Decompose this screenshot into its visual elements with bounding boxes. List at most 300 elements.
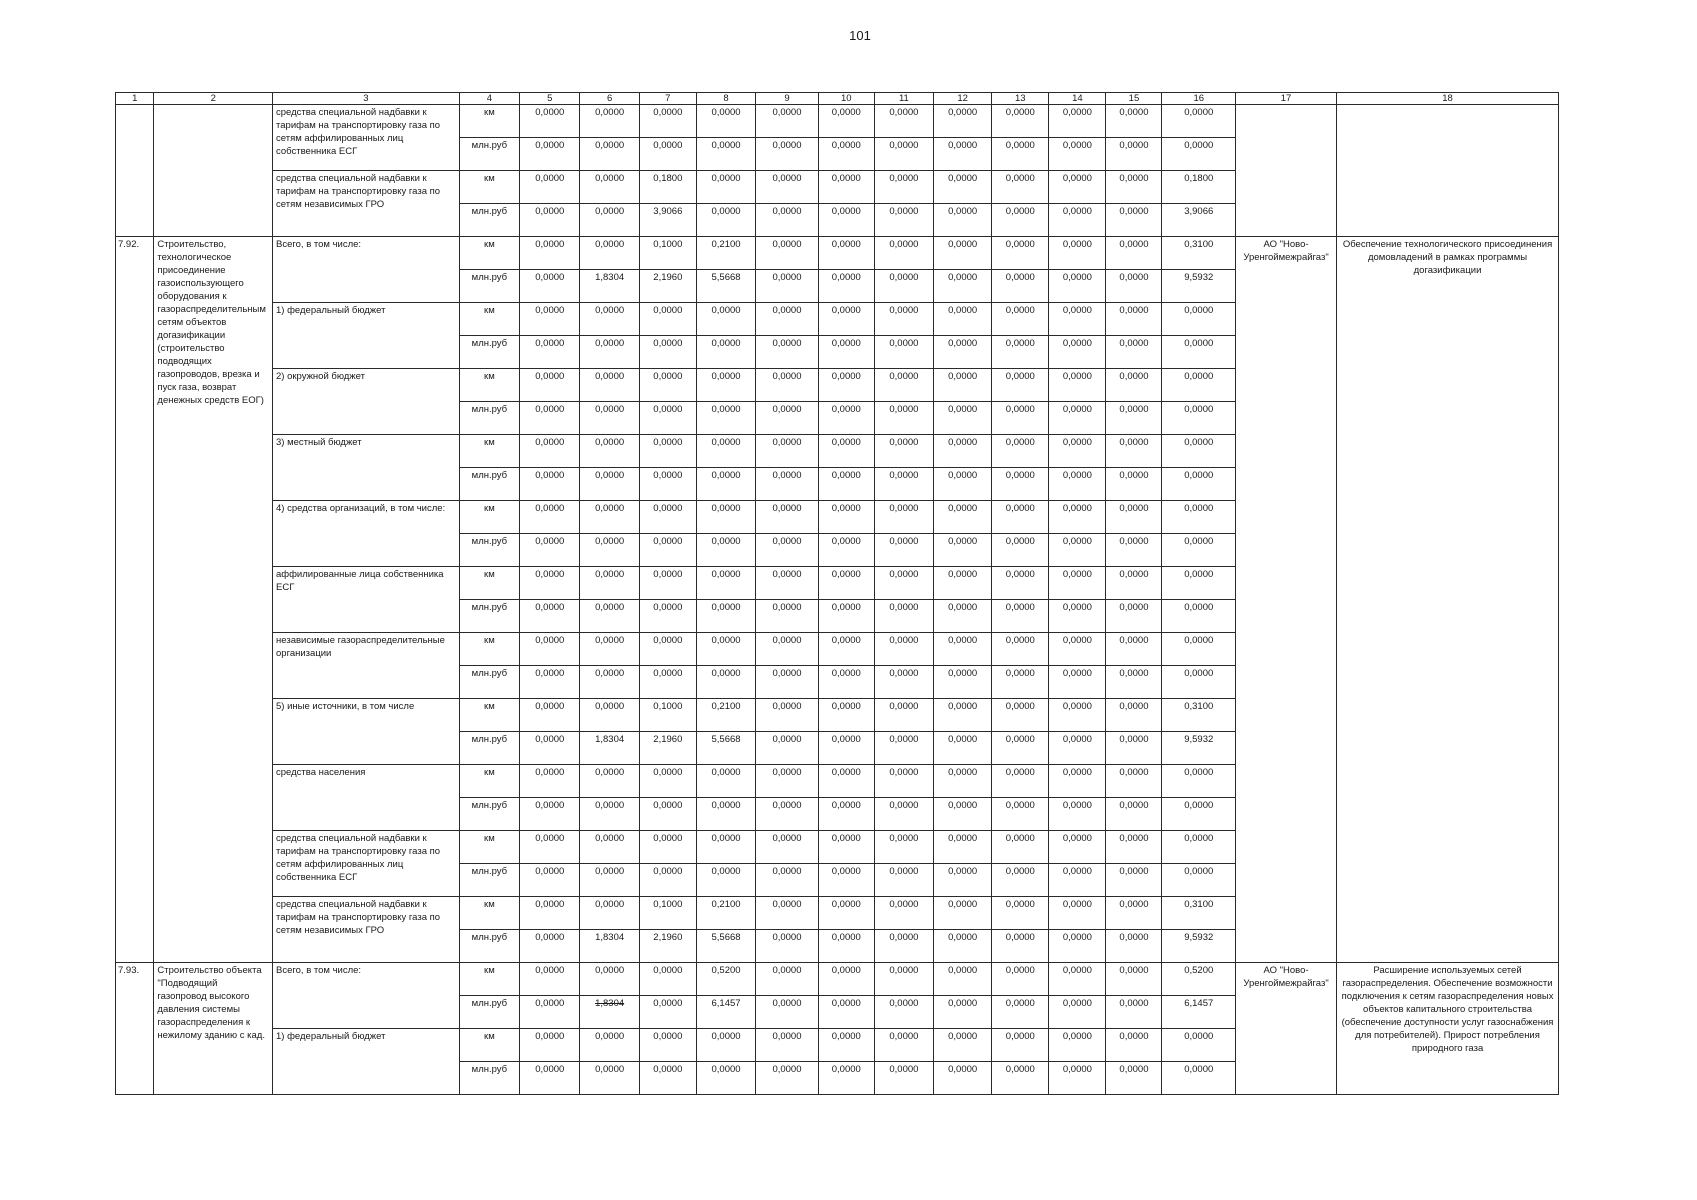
value-cell: 0,0000 — [992, 963, 1049, 996]
value-cell: 0,0000 — [1049, 666, 1106, 699]
value-cell: 0,0000 — [1049, 402, 1106, 435]
value-cell: 0,0000 — [1106, 633, 1162, 666]
value-cell: 0,0000 — [818, 204, 874, 237]
value-cell: 0,0000 — [756, 204, 819, 237]
value-cell: 0,0000 — [874, 600, 933, 633]
value-cell: 0,1000 — [639, 699, 696, 732]
value-cell: 0,0000 — [756, 831, 819, 864]
value-cell: 0,0000 — [1106, 303, 1162, 336]
item-index: 7.93. — [116, 963, 154, 1095]
value-cell: 0,0000 — [1162, 303, 1236, 336]
value-cell: 0,0000 — [639, 765, 696, 798]
value-cell: 0,0000 — [818, 765, 874, 798]
value-cell: 0,0000 — [992, 303, 1049, 336]
value-cell: 0,0000 — [580, 534, 639, 567]
value-cell: 0,0000 — [934, 765, 992, 798]
value-cell: 0,0000 — [580, 831, 639, 864]
value-cell: 0,0000 — [756, 1062, 819, 1095]
value-cell: 0,0000 — [756, 600, 819, 633]
value-cell: 0,0000 — [818, 270, 874, 303]
value-cell: 0,0000 — [520, 501, 580, 534]
funding-source: независимые газораспределительные организации — [273, 633, 460, 699]
value-cell: 0,0000 — [874, 501, 933, 534]
value-cell: 3,9066 — [639, 204, 696, 237]
value-cell: 0,0000 — [1106, 699, 1162, 732]
value-cell: 0,0000 — [696, 765, 755, 798]
funding-source: 3) местный бюджет — [273, 435, 460, 501]
value-cell: 0,0000 — [992, 798, 1049, 831]
value-cell: 0,0000 — [992, 633, 1049, 666]
value-cell: 0,0000 — [696, 831, 755, 864]
value-cell: 0,0000 — [580, 336, 639, 369]
value-cell: 1,8304 — [580, 996, 639, 1029]
value-cell: 0,1800 — [639, 171, 696, 204]
value-cell: 0,0000 — [696, 600, 755, 633]
value-cell: 0,0000 — [818, 402, 874, 435]
value-cell: 0,0000 — [1106, 1062, 1162, 1095]
value-cell: 0,0000 — [1049, 270, 1106, 303]
value-cell: 0,0000 — [520, 369, 580, 402]
value-cell: 0,0000 — [639, 402, 696, 435]
value-cell: 0,0000 — [934, 699, 992, 732]
unit-cell: км — [459, 633, 519, 666]
funding-source: средства специальной надбавки к тарифам на транспортировку газа по сетям независимых ГРО — [273, 897, 460, 963]
value-cell: 0,0000 — [874, 567, 933, 600]
value-cell: 0,0000 — [520, 402, 580, 435]
value-cell: 0,0000 — [639, 633, 696, 666]
value-cell: 0,0000 — [1049, 930, 1106, 963]
value-cell: 0,0000 — [818, 798, 874, 831]
value-cell: 0,3100 — [1162, 237, 1236, 270]
value-cell: 0,0000 — [1049, 600, 1106, 633]
value-cell: 0,0000 — [992, 699, 1049, 732]
value-cell: 0,0000 — [756, 336, 819, 369]
value-cell: 0,0000 — [874, 633, 933, 666]
value-cell: 0,0000 — [1106, 963, 1162, 996]
value-cell: 0,0000 — [992, 600, 1049, 633]
value-cell: 0,0000 — [818, 105, 874, 138]
column-header: 13 — [992, 93, 1049, 105]
value-cell: 0,0000 — [1106, 1029, 1162, 1062]
value-cell: 0,0000 — [520, 204, 580, 237]
unit-cell: млн.руб — [459, 336, 519, 369]
value-cell: 0,0000 — [520, 270, 580, 303]
value-cell: 0,0000 — [1106, 336, 1162, 369]
value-cell: 0,0000 — [1049, 501, 1106, 534]
value-cell: 0,0000 — [874, 402, 933, 435]
value-cell: 0,0000 — [992, 501, 1049, 534]
value-cell: 0,0000 — [874, 765, 933, 798]
value-cell: 0,0000 — [1049, 171, 1106, 204]
value-cell: 0,0000 — [520, 303, 580, 336]
value-cell: 9,5932 — [1162, 732, 1236, 765]
value-cell: 0,0000 — [992, 864, 1049, 897]
value-cell: 0,0000 — [874, 1062, 933, 1095]
value-cell: 0,0000 — [818, 963, 874, 996]
value-cell: 0,0000 — [639, 468, 696, 501]
value-cell: 0,0000 — [874, 666, 933, 699]
unit-cell: млн.руб — [459, 600, 519, 633]
value-cell: 0,0000 — [1049, 633, 1106, 666]
value-cell: 6,1457 — [1162, 996, 1236, 1029]
value-cell: 0,0000 — [696, 534, 755, 567]
value-cell: 0,0000 — [1049, 996, 1106, 1029]
value-cell: 0,0000 — [756, 567, 819, 600]
value-cell: 0,0000 — [1049, 864, 1106, 897]
value-cell: 0,0000 — [934, 996, 992, 1029]
value-cell: 0,0000 — [874, 138, 933, 171]
value-cell: 0,0000 — [580, 237, 639, 270]
column-header: 10 — [818, 93, 874, 105]
column-header: 3 — [273, 93, 460, 105]
value-cell: 0,0000 — [520, 765, 580, 798]
value-cell: 0,0000 — [1106, 501, 1162, 534]
value-cell: 0,0000 — [818, 1062, 874, 1095]
value-cell: 0,0000 — [520, 963, 580, 996]
value-cell: 0,0000 — [1106, 270, 1162, 303]
empty-cell — [154, 105, 273, 237]
value-cell: 0,0000 — [818, 138, 874, 171]
value-cell: 0,0000 — [1106, 996, 1162, 1029]
value-cell: 0,1000 — [639, 237, 696, 270]
value-cell: 0,0000 — [580, 402, 639, 435]
column-header: 6 — [580, 93, 639, 105]
unit-cell: млн.руб — [459, 732, 519, 765]
value-cell: 0,0000 — [992, 1029, 1049, 1062]
value-cell: 0,0000 — [992, 996, 1049, 1029]
value-cell: 0,0000 — [696, 864, 755, 897]
value-cell: 0,0000 — [934, 237, 992, 270]
value-cell: 0,0000 — [756, 138, 819, 171]
value-cell: 0,0000 — [818, 435, 874, 468]
value-cell: 0,0000 — [696, 171, 755, 204]
value-cell: 0,0000 — [992, 732, 1049, 765]
value-cell: 0,0000 — [818, 303, 874, 336]
value-cell: 0,0000 — [520, 1029, 580, 1062]
value-cell: 0,0000 — [874, 534, 933, 567]
value-cell: 0,0000 — [639, 567, 696, 600]
value-cell: 0,0000 — [818, 864, 874, 897]
value-cell: 0,0000 — [520, 600, 580, 633]
value-cell: 0,0000 — [992, 105, 1049, 138]
value-cell: 0,0000 — [696, 666, 755, 699]
unit-cell: млн.руб — [459, 930, 519, 963]
value-cell: 0,0000 — [818, 534, 874, 567]
column-header: 7 — [639, 93, 696, 105]
table-row — [116, 237, 1559, 270]
value-cell: 0,0000 — [1162, 666, 1236, 699]
value-cell: 0,0000 — [1106, 897, 1162, 930]
value-cell: 0,0000 — [580, 303, 639, 336]
value-cell: 0,0000 — [992, 534, 1049, 567]
value-cell: 0,0000 — [1162, 468, 1236, 501]
column-header: 14 — [1049, 93, 1106, 105]
value-cell: 0,0000 — [874, 204, 933, 237]
value-cell: 0,0000 — [934, 501, 992, 534]
value-cell: 0,0000 — [696, 303, 755, 336]
value-cell: 0,0000 — [520, 930, 580, 963]
value-cell: 0,0000 — [639, 1029, 696, 1062]
value-cell: 0,0000 — [639, 666, 696, 699]
value-cell: 0,0000 — [934, 930, 992, 963]
value-cell: 0,0000 — [874, 699, 933, 732]
value-cell: 0,0000 — [992, 468, 1049, 501]
value-cell: 0,0000 — [639, 336, 696, 369]
value-cell: 2,1960 — [639, 732, 696, 765]
value-cell: 0,0000 — [874, 237, 933, 270]
value-cell: 0,0000 — [1049, 897, 1106, 930]
value-cell: 0,0000 — [580, 204, 639, 237]
value-cell: 0,0000 — [580, 105, 639, 138]
value-cell: 0,0000 — [1049, 105, 1106, 138]
value-cell: 0,0000 — [874, 468, 933, 501]
value-cell: 0,0000 — [874, 435, 933, 468]
value-cell: 0,0000 — [756, 798, 819, 831]
empty-cell — [1337, 105, 1559, 237]
value-cell: 0,0000 — [818, 996, 874, 1029]
value-cell: 0,0000 — [934, 864, 992, 897]
value-cell: 0,0000 — [1162, 1029, 1236, 1062]
value-cell: 0,0000 — [1162, 435, 1236, 468]
column-header: 4 — [459, 93, 519, 105]
item-name: Строительство объекта "Подводящий газопровод высокого давления системы газораспределения к нежилому зданию с кад. — [154, 963, 273, 1095]
value-cell: 0,0000 — [934, 138, 992, 171]
value-cell: 0,0000 — [580, 567, 639, 600]
value-cell: 0,0000 — [818, 666, 874, 699]
unit-cell: км — [459, 105, 519, 138]
column-header: 5 — [520, 93, 580, 105]
value-cell: 0,0000 — [934, 831, 992, 864]
value-cell: 0,0000 — [696, 633, 755, 666]
column-header: 8 — [696, 93, 755, 105]
value-cell: 0,0000 — [580, 171, 639, 204]
value-cell: 0,0000 — [1162, 534, 1236, 567]
value-cell: 0,0000 — [934, 468, 992, 501]
value-cell: 0,0000 — [992, 138, 1049, 171]
value-cell: 0,0000 — [992, 270, 1049, 303]
value-cell: 0,0000 — [934, 666, 992, 699]
value-cell: 0,2100 — [696, 897, 755, 930]
value-cell: 0,0000 — [934, 1029, 992, 1062]
item-name: Строительство, технологическое присоединение газоиспользующего оборудования к газораспределительным сетям объектов догазификации (строительство подводящих газопроводов, врезка и пуск газа, возврат денежных средств ЕОГ) — [154, 237, 273, 963]
value-cell: 0,0000 — [639, 963, 696, 996]
value-cell: 0,1000 — [639, 897, 696, 930]
funding-source: Всего, в том числе: — [273, 237, 460, 303]
value-cell: 0,0000 — [696, 105, 755, 138]
empty-cell — [116, 105, 154, 237]
value-cell: 0,0000 — [1162, 1062, 1236, 1095]
value-cell: 5,5668 — [696, 732, 755, 765]
value-cell: 0,0000 — [580, 468, 639, 501]
value-cell: 0,0000 — [639, 864, 696, 897]
value-cell: 0,0000 — [1049, 369, 1106, 402]
value-cell: 0,0000 — [1162, 633, 1236, 666]
value-cell: 0,3100 — [1162, 699, 1236, 732]
value-cell: 0,0000 — [1106, 237, 1162, 270]
value-cell: 0,0000 — [874, 732, 933, 765]
value-cell: 0,0000 — [1106, 765, 1162, 798]
value-cell: 0,0000 — [1162, 402, 1236, 435]
value-cell: 0,0000 — [1049, 468, 1106, 501]
value-cell: 0,0000 — [992, 765, 1049, 798]
value-cell: 0,0000 — [1106, 666, 1162, 699]
value-cell: 0,0000 — [520, 171, 580, 204]
value-cell: 0,0000 — [696, 369, 755, 402]
value-cell: 0,0000 — [639, 105, 696, 138]
value-cell: 0,0000 — [756, 105, 819, 138]
value-cell: 0,0000 — [818, 468, 874, 501]
value-cell: 0,0000 — [1162, 336, 1236, 369]
value-cell: 0,0000 — [934, 435, 992, 468]
value-cell: 0,0000 — [520, 864, 580, 897]
value-cell: 0,0000 — [934, 600, 992, 633]
value-cell: 0,0000 — [992, 369, 1049, 402]
value-cell: 0,0000 — [1106, 435, 1162, 468]
column-header: 16 — [1162, 93, 1236, 105]
funding-source: 5) иные источники, в том числе — [273, 699, 460, 765]
value-cell: 0,0000 — [818, 831, 874, 864]
value-cell: 0,0000 — [1106, 138, 1162, 171]
value-cell: 0,2100 — [696, 237, 755, 270]
value-cell: 0,0000 — [756, 732, 819, 765]
funding-source: средства специальной надбавки к тарифам на транспортировку газа по сетям аффилированных лиц собственника ЕСГ — [273, 105, 460, 171]
value-cell: 0,0000 — [818, 501, 874, 534]
value-cell: 0,0000 — [756, 765, 819, 798]
value-cell: 0,0000 — [1162, 138, 1236, 171]
value-cell: 0,0000 — [520, 831, 580, 864]
value-cell: 0,0000 — [520, 534, 580, 567]
unit-cell: млн.руб — [459, 666, 519, 699]
value-cell: 0,0000 — [1106, 732, 1162, 765]
unit-cell: км — [459, 963, 519, 996]
value-cell: 0,0000 — [696, 435, 755, 468]
value-cell: 0,0000 — [818, 897, 874, 930]
value-cell: 0,0000 — [1106, 468, 1162, 501]
value-cell: 0,0000 — [934, 270, 992, 303]
value-cell: 9,5932 — [1162, 270, 1236, 303]
value-cell: 0,0000 — [580, 633, 639, 666]
value-cell: 0,0000 — [1162, 567, 1236, 600]
value-cell: 0,0000 — [818, 567, 874, 600]
value-cell: 0,0000 — [1049, 1029, 1106, 1062]
value-cell: 0,0000 — [992, 567, 1049, 600]
value-cell: 0,0000 — [1162, 600, 1236, 633]
column-header: 9 — [756, 93, 819, 105]
value-cell: 0,0000 — [520, 237, 580, 270]
value-cell: 0,0000 — [1162, 798, 1236, 831]
value-cell: 0,0000 — [520, 1062, 580, 1095]
value-cell: 0,0000 — [1106, 105, 1162, 138]
value-cell: 0,0000 — [1106, 864, 1162, 897]
value-cell: 0,0000 — [639, 369, 696, 402]
value-cell: 0,0000 — [874, 336, 933, 369]
value-cell: 0,0000 — [818, 930, 874, 963]
table-row — [116, 963, 1559, 996]
value-cell: 1,8304 — [580, 930, 639, 963]
column-header: 17 — [1236, 93, 1337, 105]
value-cell: 0,0000 — [696, 468, 755, 501]
unit-cell: млн.руб — [459, 1062, 519, 1095]
value-cell: 0,0000 — [1106, 567, 1162, 600]
value-cell: 0,0000 — [1049, 534, 1106, 567]
value-cell: 0,0000 — [580, 798, 639, 831]
value-cell: 0,0000 — [934, 369, 992, 402]
value-cell: 0,0000 — [934, 171, 992, 204]
value-cell: 0,0000 — [580, 369, 639, 402]
unit-cell: км — [459, 369, 519, 402]
value-cell: 0,0000 — [580, 699, 639, 732]
value-cell: 0,0000 — [520, 798, 580, 831]
unit-cell: км — [459, 501, 519, 534]
value-cell: 0,0000 — [520, 732, 580, 765]
value-cell: 0,0000 — [580, 1029, 639, 1062]
value-cell: 0,0000 — [992, 930, 1049, 963]
value-cell: 0,0000 — [1106, 831, 1162, 864]
value-cell: 0,0000 — [756, 270, 819, 303]
unit-cell: км — [459, 1029, 519, 1062]
value-cell: 0,0000 — [520, 567, 580, 600]
value-cell: 0,0000 — [756, 303, 819, 336]
value-cell: 0,3100 — [1162, 897, 1236, 930]
unit-cell: км — [459, 699, 519, 732]
column-header: 15 — [1106, 93, 1162, 105]
value-cell: 0,0000 — [1106, 534, 1162, 567]
value-cell: 0,0000 — [934, 897, 992, 930]
value-cell: 0,0000 — [818, 732, 874, 765]
value-cell: 0,0000 — [874, 798, 933, 831]
value-cell: 0,0000 — [1049, 567, 1106, 600]
value-cell: 0,0000 — [1049, 336, 1106, 369]
value-cell: 0,0000 — [1049, 1062, 1106, 1095]
value-cell: 0,0000 — [818, 633, 874, 666]
unit-cell: км — [459, 237, 519, 270]
value-cell: 0,0000 — [580, 138, 639, 171]
value-cell: 0,0000 — [874, 1029, 933, 1062]
value-cell: 0,0000 — [992, 171, 1049, 204]
value-cell: 0,0000 — [874, 897, 933, 930]
value-cell: 0,0000 — [1049, 699, 1106, 732]
value-cell: 2,1960 — [639, 930, 696, 963]
value-cell: 0,0000 — [580, 600, 639, 633]
value-cell: 0,0000 — [696, 336, 755, 369]
value-cell: 0,0000 — [639, 138, 696, 171]
value-cell: 0,0000 — [520, 996, 580, 1029]
unit-cell: км — [459, 303, 519, 336]
value-cell: 0,0000 — [756, 369, 819, 402]
value-cell: 0,0000 — [580, 963, 639, 996]
value-cell: 0,0000 — [756, 237, 819, 270]
value-cell: 0,0000 — [934, 534, 992, 567]
value-cell: 0,2100 — [696, 699, 755, 732]
unit-cell: млн.руб — [459, 468, 519, 501]
column-header: 12 — [934, 93, 992, 105]
value-cell: 0,0000 — [696, 402, 755, 435]
value-cell: 9,5932 — [1162, 930, 1236, 963]
value-cell: 0,0000 — [639, 600, 696, 633]
value-cell: 0,0000 — [639, 996, 696, 1029]
value-cell: 0,0000 — [756, 897, 819, 930]
unit-cell: км — [459, 435, 519, 468]
value-cell: 5,5668 — [696, 930, 755, 963]
value-cell: 0,0000 — [818, 600, 874, 633]
unit-cell: млн.руб — [459, 996, 519, 1029]
page-number: 101 — [849, 28, 871, 43]
value-cell: 0,0000 — [1162, 369, 1236, 402]
value-cell: 0,0000 — [696, 501, 755, 534]
value-cell: 0,0000 — [520, 138, 580, 171]
unit-cell: км — [459, 897, 519, 930]
value-cell: 0,0000 — [696, 1029, 755, 1062]
